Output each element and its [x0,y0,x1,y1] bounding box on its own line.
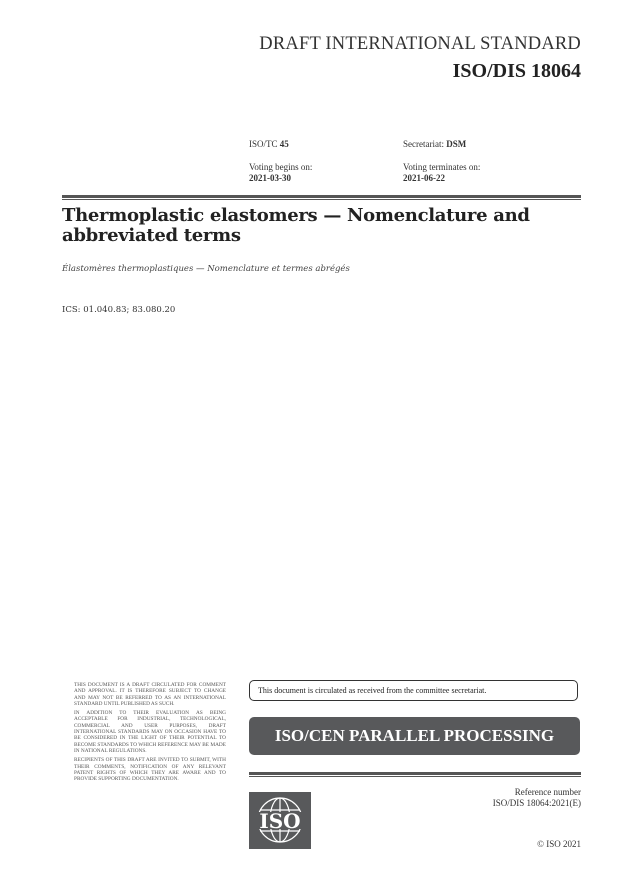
committee-number: 45 [279,139,289,149]
secretariat [403,139,466,150]
document-id: ISO/DIS 18064 [452,60,581,82]
committee-label: ISO/TC [249,139,278,149]
voting-terminates-label: Voting terminates on: [403,162,481,172]
notice-paragraph: RECIPIENTS OF THIS DRAFT ARE INVITED TO SUBMIT, WITH THEIR COMMENTS, NOTIFICATION OF ANY RELEVANT PATENT RIGHTS OF WHICH THEY ARE AWARE AND TO PROVIDE SUPPORTING DOCUMENTATION. [74,757,226,783]
french-title: Élastomères thermoplastiques — Nomenclature et termes abrégés [62,264,350,274]
globe-icon [249,792,311,849]
voting-terminates [403,162,480,184]
voting-begins-label: Voting begins on: [249,162,313,172]
notice-paragraph: THIS DOCUMENT IS A DRAFT CIRCULATED FOR COMMENT AND APPROVAL. IT IS THEREFORE SUBJECT TO CHANGE AND MAY NOT BE REFERRED TO AS AN INTERNATIONAL STANDARD UNTIL PUBLISHED AS SUCH. [74,682,226,707]
header-divider [62,195,581,200]
voting-terminates-date: 2021-06-22 [403,173,445,183]
draft-notice [74,682,226,785]
document-type: DRAFT INTERNATIONAL STANDARD [259,34,581,54]
svg-text:ISO: ISO [259,809,301,833]
voting-begins-date: 2021-03-30 [249,173,291,183]
circulation-note: This document is circulated as received from the committee secretariat. [249,680,578,701]
footer-divider [249,772,581,777]
voting-begins [249,162,312,184]
reference-number [493,787,581,809]
secretariat-value: DSM [446,139,467,149]
document-title: Thermoplastic elastomers — Nomenclature and abbreviated terms [62,205,530,246]
iso-logo [249,792,311,849]
reference-value: ISO/DIS 18064:2021(E) [492,798,581,808]
secretariat-label: Secretariat: [403,139,444,149]
ics-codes: ICS: 01.040.83; 83.080.20 [62,305,176,315]
copyright: © ISO 2021 [537,839,581,849]
committee [249,139,289,150]
notice-paragraph: IN ADDITION TO THEIR EVALUATION AS BEING ACCEPTABLE FOR INDUSTRIAL, TECHNOLOGICAL, COMMERCIAL AND USER PURPOSES, DRAFT INTERNATIONAL STANDARDS MAY ON OCCASION HAVE TO BE CONSIDERED IN THE LIGHT OF THEIR POTENTIAL TO BECOME STANDARDS TO WHICH REFERENCE MAY BE MADE IN NATIONAL REGULATIONS. [74,710,226,754]
reference-label: Reference number [514,787,581,797]
parallel-processing-banner: ISO/CEN PARALLEL PROCESSING [249,717,580,755]
